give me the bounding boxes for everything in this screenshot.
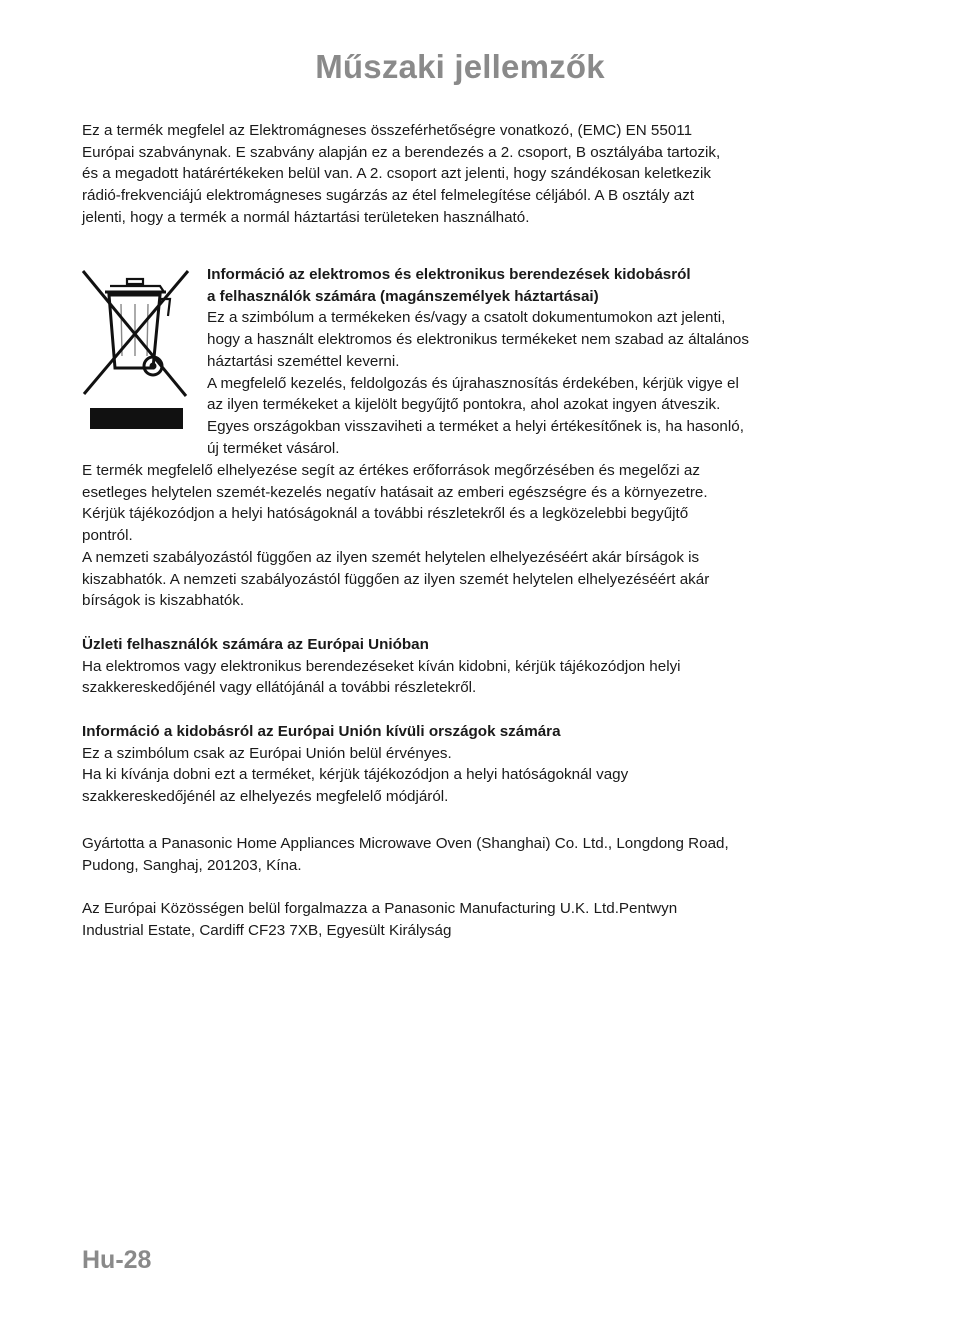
distributor-paragraph: Az Európai Közösségen belül forgalmazza a Panasonic Manufacturing U.K. Ltd.Pentwyn Industrial Estate, Cardiff CF23 7XB, Egyesült Királyság (82, 900, 678, 939)
business-users-section (82, 634, 842, 699)
business-users-body: Ha elektromos vagy elektronikus berendezéseket kíván kidobni, kérjük tájékozódjon helyi szakkereskedőjénél vagy ellátójánál a további részletekről. (82, 657, 681, 697)
weee-body: Ez a szimbólum a termékeken és/vagy a csatolt dokumentumokon azt jelenti, hogy a használt elektromos és elektronikus termékeket nem szabad az általános háztartási szeméttel keverni. A megfelelő kezelés, feldolgozás és újrahasznosítás érdekében, kérjük vigye el az ilyen termékeket a kijelölt begyűjtő pontokra, ahol azokat ingyen átveszik. Egyes országokban visszaviheti a terméket a helyi értékesítőnek is, ha hasonló, új terméket vásárol. (207, 309, 749, 457)
crossed-out-wheelie-bin-icon (80, 268, 192, 432)
page-number: Hu-28 (82, 1246, 152, 1274)
outside-eu-body: Ez a szimbólum csak az Európai Unión belül érvényes. Ha ki kívánja dobni ezt a terméket, kérjük tájékozódjon a helyi hatóságoknál vagy szakkereskedőjénél az elhelyezés megfelelő módjáról. (82, 744, 629, 806)
page-title: Műszaki jellemzők (315, 48, 605, 85)
disposal-paragraph: E termék megfelelő elhelyezése segít az értékes erőforrások megőrzésében és megelőzi az esetleges helytelen szemét-kezelés negatív hatásait az emberi egészségre és a környezetre. Kérjük tájékozódjon a helyi hatóságoknál a további részletekről és a legközelebbi begyűjtő pontról. A nemzeti szabályozástól függően az ilyen szemét helytelen elhelyezéséért akár bírságok is kiszabhatók. A nemzeti szabályozástól függően az ilyen szemét helytelen elhelyezéséért akár bírságok is kiszabhatók. (82, 462, 710, 610)
business-users-heading: Üzleti felhasználók számára az Európai Unióban (82, 636, 429, 653)
manufacturer-paragraph: Gyártotta a Panasonic Home Appliances Microwave Oven (Shanghai) Co. Ltd., Longdong Road, Pudong, Sanghaj, 201203, Kína. (82, 835, 729, 874)
emc-paragraph: Ez a termék megfelel az Elektromágneses összeférhetőségre vonatkozó, (EMC) EN 55011 Európai szabványnak. E szabvány alapján ez a berendezés a 2. csoport, B osztályába tartozik, és a megadott határértékeken belül van. A 2. csoport azt jelenti, hogy szándékosan keletkezik rádió-frekvenciájú elektromágneses sugárzás az étel felmelegítése céljából. A B osztály azt jelenti, hogy a termék a normál háztartási területeken használható. (82, 122, 721, 226)
outside-eu-heading: Információ a kidobásról az Európai Unión kívüli országok számára (82, 723, 561, 740)
weee-heading: Információ az elektromos és elektronikus berendezések kidobásról a felhasználók számára (magánszemélyek háztartásai) (207, 266, 691, 305)
outside-eu-section (82, 721, 842, 808)
weee-section (207, 264, 847, 459)
